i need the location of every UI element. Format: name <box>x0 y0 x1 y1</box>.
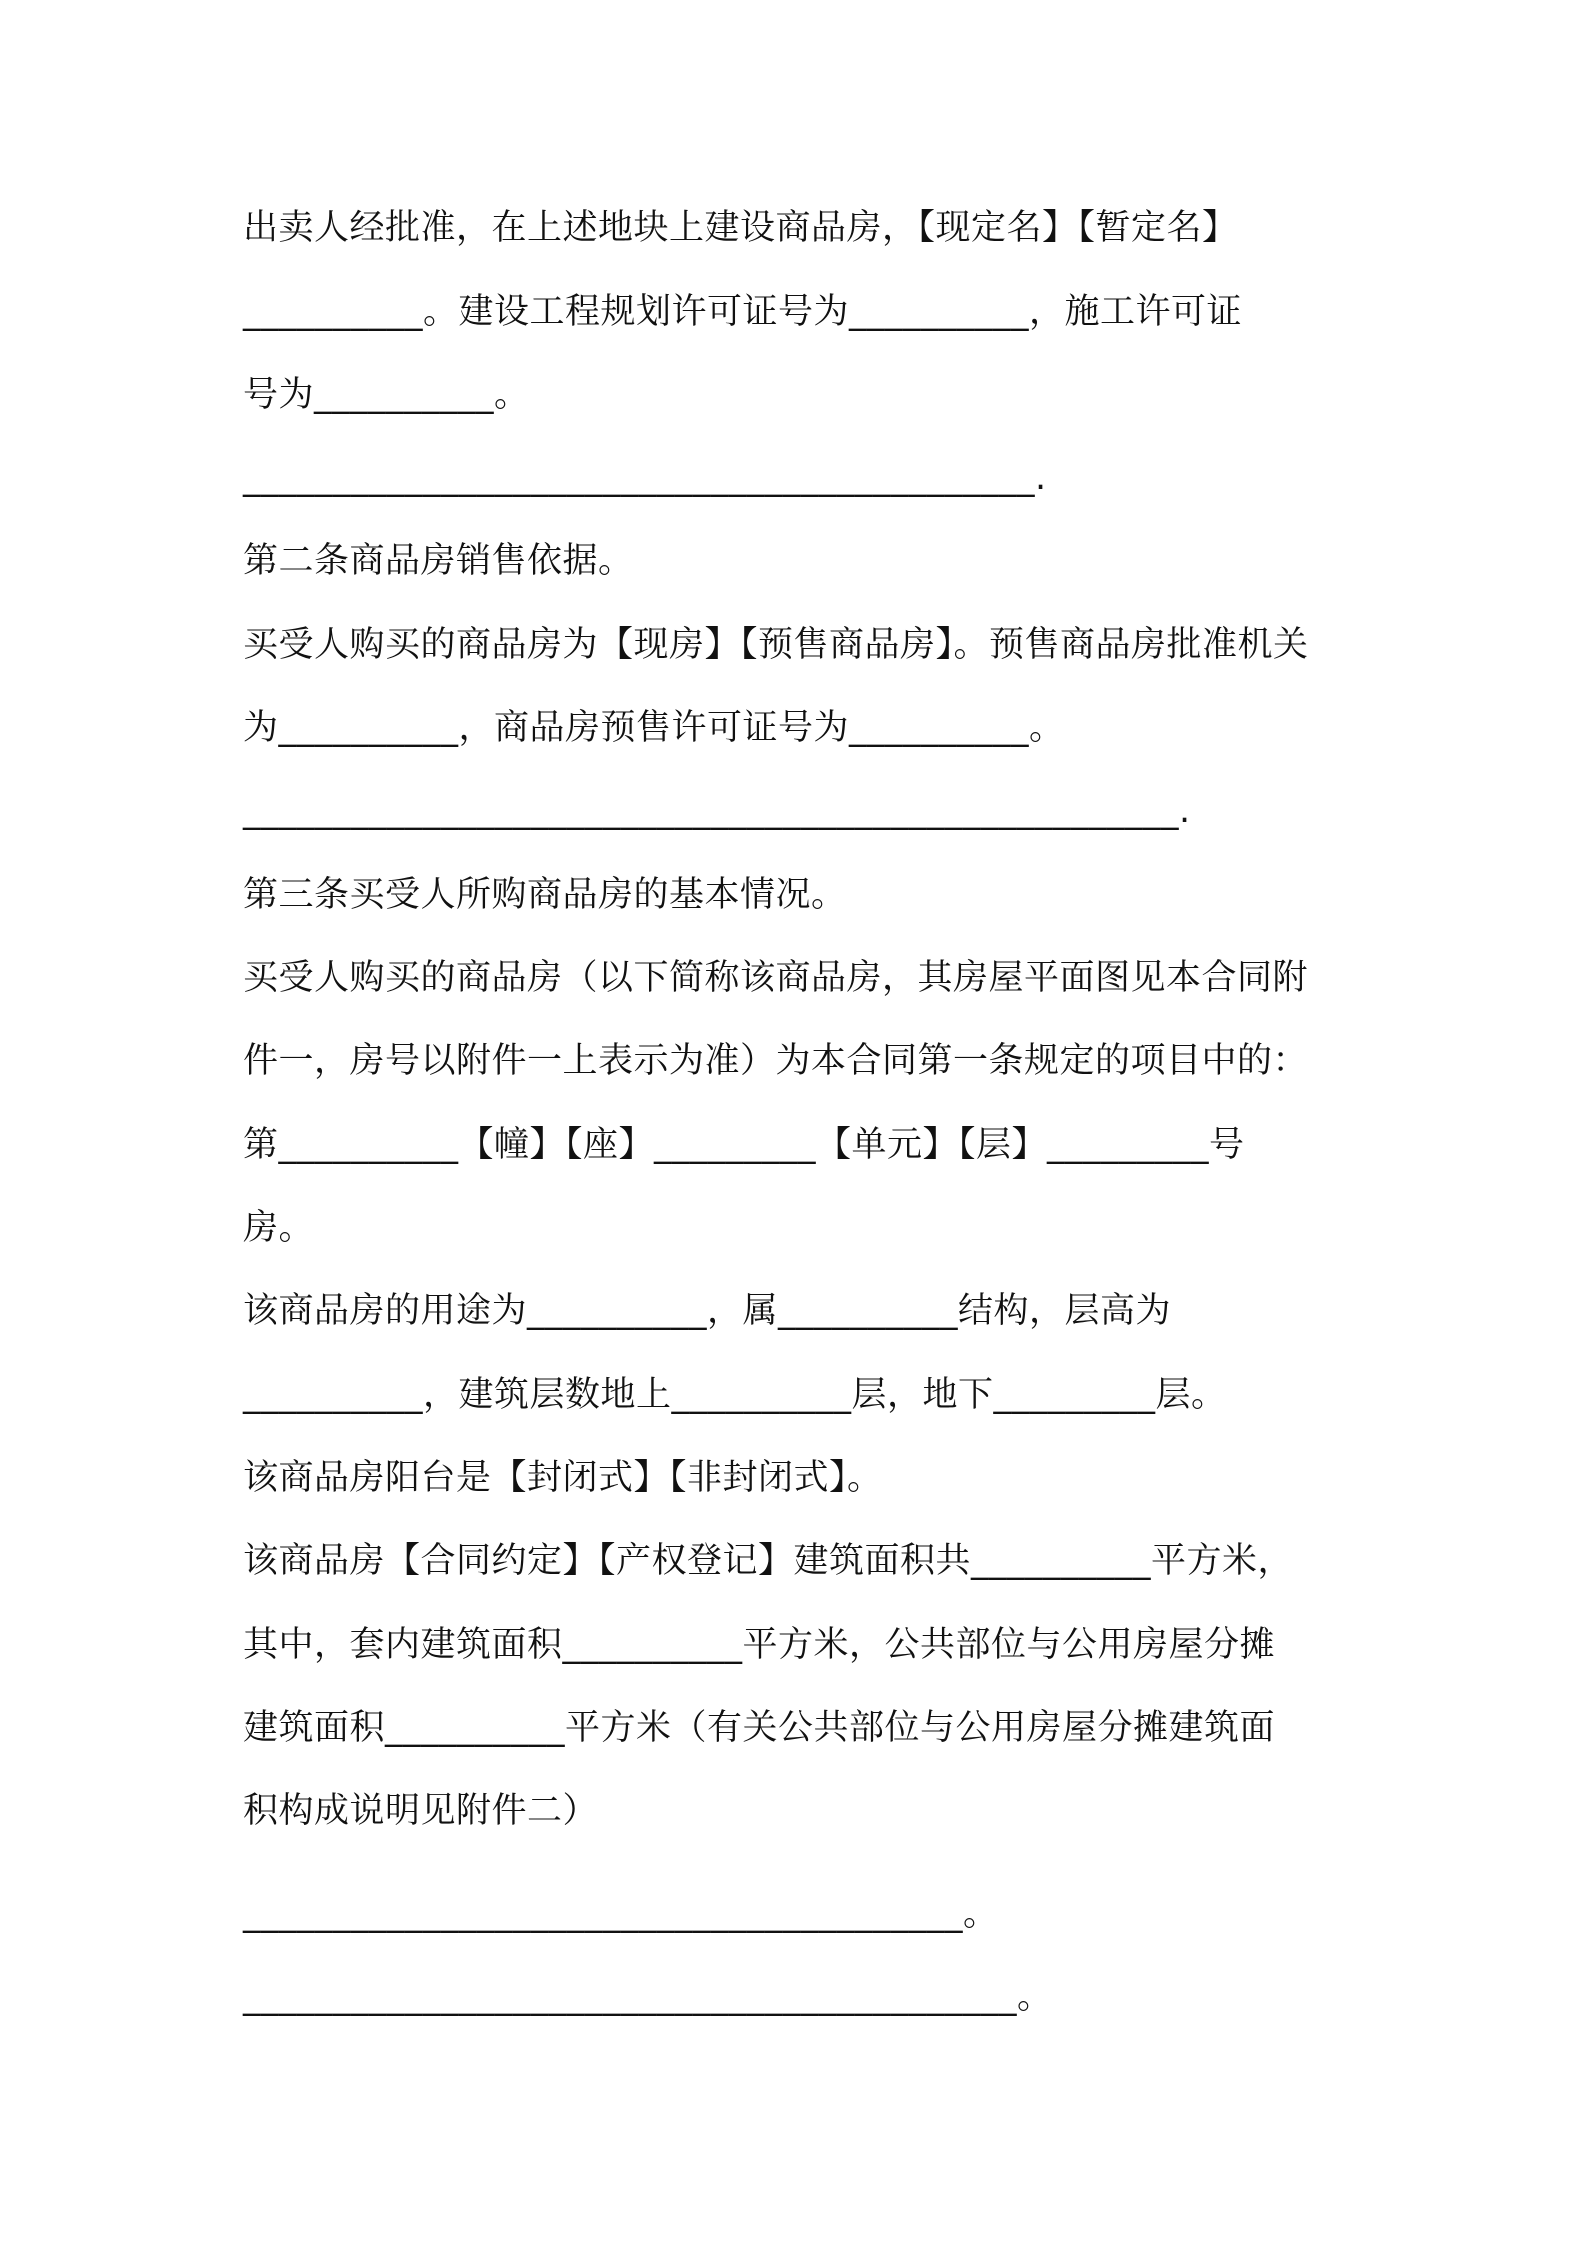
text-line-3: 号为__________。 <box>243 375 530 415</box>
text-line-16: 该商品房阳台是【封闭式】【非封闭式】。 <box>243 1458 883 1498</box>
text-line-17: 该商品房【合同约定】【产权登记】建筑面积共__________平方米， <box>243 1541 1294 1581</box>
text-line-12: 第__________【幢】【座】_________【单元】【层】_________号 <box>243 1125 1245 1165</box>
text-line-15: __________，建筑层数地上__________层，地下_________层。 <box>243 1375 1227 1415</box>
blank-line-3: ________________________________________。 <box>243 1894 999 1934</box>
text-line-1: 出卖人经批准，在上述地块上建设商品房，【现定名】【暂定名】 <box>243 208 1238 248</box>
text-line-2: __________。建设工程规划许可证号为__________，施工许可证 <box>243 292 1243 332</box>
article-3-heading: 第三条买受人所购商品房的基本情况。 <box>243 875 847 915</box>
text-line-13: 房。 <box>243 1208 315 1248</box>
text-line-18: 其中，套内建筑面积__________平方米，公共部位与公用房屋分摊 <box>243 1625 1276 1665</box>
text-line-11: 件一，房号以附件一上表示为准）为本合同第一条规定的项目中的： <box>243 1041 1309 1081</box>
text-line-20: 积构成说明见附件二） <box>243 1791 599 1831</box>
blank-line-1: ____________________________________________. <box>243 458 1047 498</box>
text-line-6: 买受人购买的商品房为【现房】【预售商品房】。预售商品房批准机关 <box>243 625 1309 665</box>
text-line-10: 买受人购买的商品房（以下简称该商品房，其房屋平面图见本合同附 <box>243 958 1309 998</box>
article-2-heading: 第二条商品房销售依据。 <box>243 541 634 581</box>
blank-line-4: ___________________________________________。 <box>243 1977 1053 2017</box>
text-line-14: 该商品房的用途为__________，属__________结构，层高为 <box>243 1291 1172 1331</box>
text-line-7: 为__________，商品房预售许可证号为__________。 <box>243 708 1065 748</box>
text-line-19: 建筑面积__________平方米（有关公共部位与公用房屋分摊建筑面 <box>243 1708 1276 1748</box>
blank-line-2: ____________________________________________________. <box>243 791 1191 831</box>
